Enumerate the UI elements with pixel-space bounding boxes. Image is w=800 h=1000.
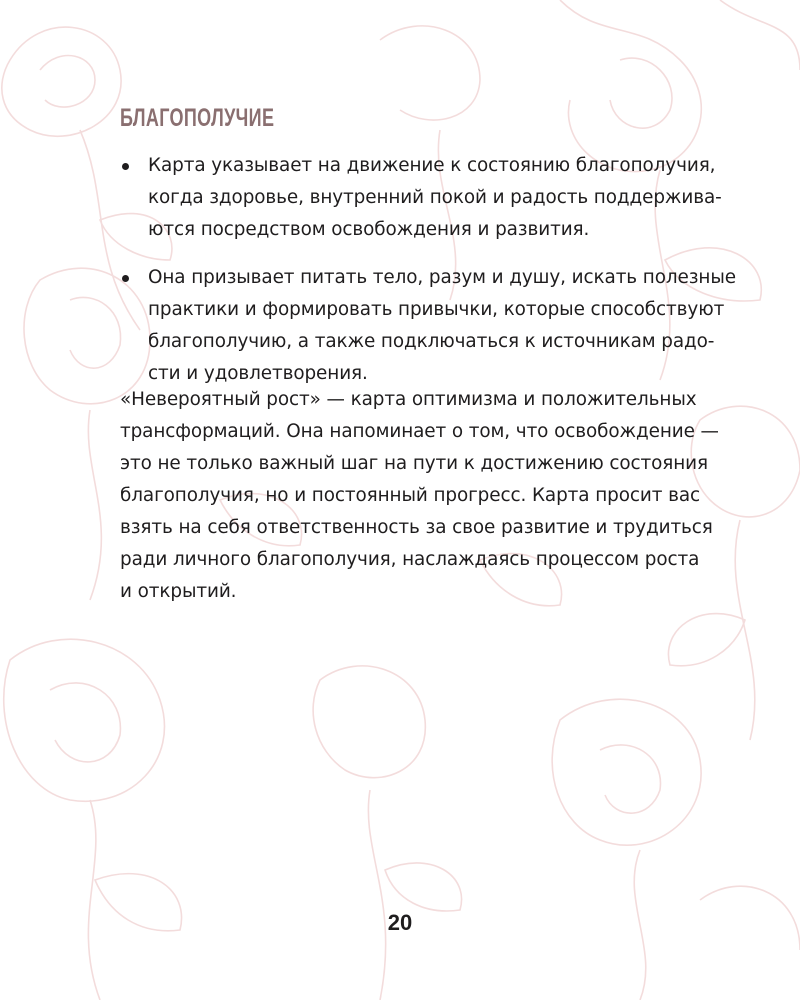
- text-line: благополучию, а также подключаться к источникам радо-: [148, 331, 715, 352]
- bullet-dot-icon: [122, 163, 129, 170]
- text-line: сти и удовлетворения.: [148, 363, 368, 384]
- text-line: «Невероятный рост» — карта оптимизма и положительных: [120, 389, 697, 410]
- section-heading: БЛАГОПОЛУЧИЕ: [120, 104, 275, 132]
- text-line: взять на себя ответственность за свое развитие и трудиться: [120, 517, 713, 538]
- text-line: благополучия, но и постоянный прогресс. Карта просит вас: [120, 485, 701, 506]
- body-paragraph: [120, 384, 720, 608]
- text-line: Карта указывает на движение к состоянию благополучия,: [148, 155, 716, 176]
- text-line: когда здоровье, внутренний покой и радость поддержива-: [148, 187, 722, 208]
- text-line: трансформаций. Она напоминает о том, что освобождение —: [120, 421, 719, 442]
- bullet-dot-icon: [122, 275, 129, 282]
- text-line: Она призывает питать тело, разум и душу, искать полезные: [148, 267, 736, 288]
- text-line: это не только важный шаг на пути к достижению состояния: [120, 453, 708, 474]
- bullet-list: [120, 150, 736, 406]
- text-line: ради личного благополучия, наслаждаясь процессом роста: [120, 549, 700, 570]
- list-item: [120, 262, 736, 390]
- text-line: и открытий.: [120, 581, 237, 602]
- text-line: ются посредством освобождения и развития.: [148, 219, 590, 240]
- text-line: практики и формировать привычки, которые способствуют: [148, 299, 725, 320]
- page-number: 20: [387, 910, 413, 935]
- list-item: [120, 150, 720, 246]
